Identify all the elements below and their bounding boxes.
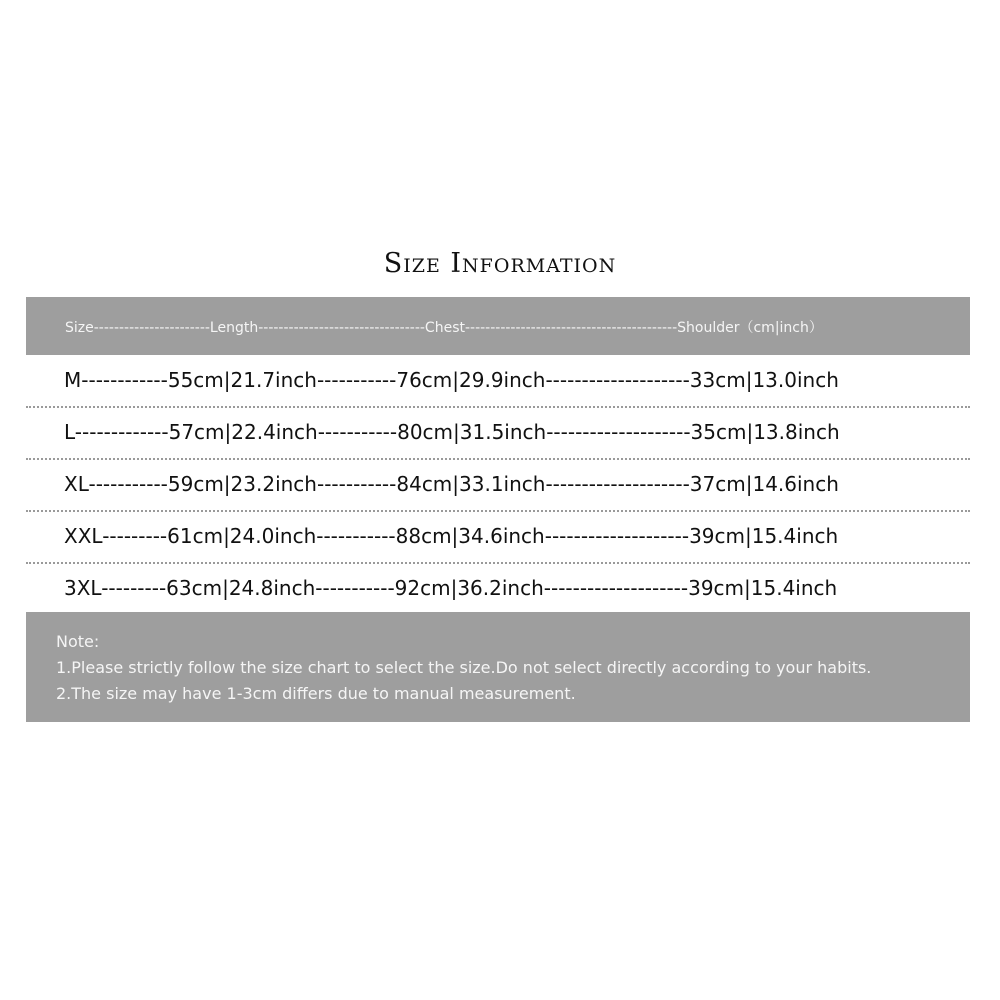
row-text: L-------------57cm|22.4inch-----------80cm|31.5inch--------------------35cm|13.8inch (64, 420, 840, 444)
size-table-body (26, 356, 970, 616)
table-row (26, 512, 970, 564)
note-line-1: 1.Please strictly follow the size chart to select the size.Do not select directly according to your habits. (56, 658, 872, 677)
note-box (26, 612, 970, 722)
note-line-2: 2.The size may have 1-3cm differs due to manual measurement. (56, 684, 576, 703)
row-text: M------------55cm|21.7inch-----------76cm|29.9inch--------------------33cm|13.0inch (64, 368, 839, 392)
row-text: XL-----------59cm|23.2inch-----------84cm|33.1inch--------------------37cm|14.6inch (64, 472, 839, 496)
table-row (26, 564, 970, 616)
table-row (26, 460, 970, 512)
row-text: 3XL---------63cm|24.8inch-----------92cm|36.2inch--------------------39cm|15.4inch (64, 576, 838, 600)
row-text: XXL---------61cm|24.0inch-----------88cm|34.6inch--------------------39cm|15.4inch (64, 524, 839, 548)
size-table-header (26, 297, 970, 355)
table-row (26, 356, 970, 408)
note-heading: Note: (56, 632, 100, 651)
header-columns-text: Size-----------------------Length---------------------------------Chest------------------------------------------Shoulder（cm|inch） (65, 320, 823, 336)
page-title: Size Information (383, 248, 617, 279)
table-row (26, 408, 970, 460)
